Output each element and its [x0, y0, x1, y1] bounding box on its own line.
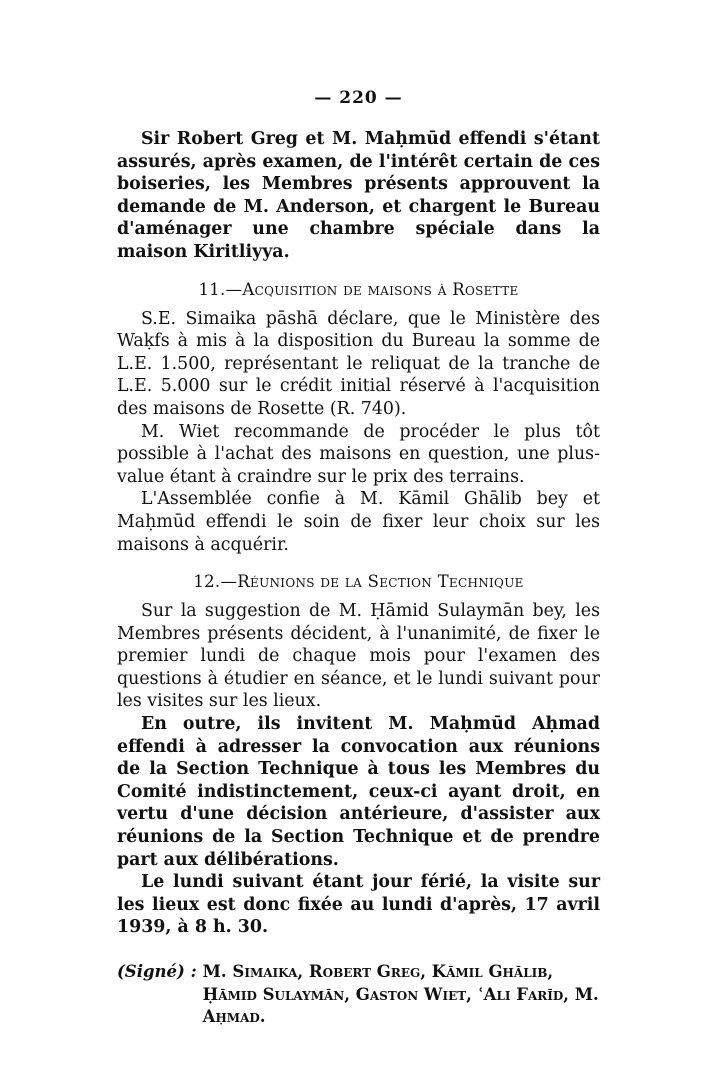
page-number: — 220 — [314, 88, 403, 108]
signature-block [117, 961, 600, 1029]
section-11-paragraph-1: S.E. Simaika pāshā déclare, que le Ministère des Waḳfs à mis à la disposition du Bureau la somme de L.E. 1.500, représentant le reliquat de la tranche de L.E. 5.000 sur le crédit initial réservé à l'acquisition des maisons de Rosette (R. 740). [117, 308, 600, 419]
section-11-paragraph-3: L'Assemblée confie à M. Kāmil Ghālib bey et Maḥmūd effendi le soin de fixer leur choix sur les maisons à acquérir. [117, 489, 600, 555]
section-12-paragraph-2: En outre, ils invitent M. Maḥmūd Aḥmad effendi à adresser la convocation aux réunions de la Section Technique à tous les Membres du Comité indistinctement, ceux-ci ayant droit, en vertu d'une décision antérieure, d'assister aux réunions de la Section Technique et de prendre part aux délibérations. [117, 714, 600, 870]
section-11-title: Acquisition de maisons à Rosette [242, 279, 519, 299]
section-12-heading [117, 572, 600, 591]
section-11-paragraph-2: M. Wiet recommande de procéder le plus tôt possible à l'achat des maisons en question, une plus-value étant à craindre sur le prix des terrains. [117, 421, 600, 487]
document-page [117, 88, 600, 1029]
section-12-paragraph-3: Le lundi suivant étant jour férié, la visite sur les lieux est donc fixée au lundi d'après, 17 avril 1939, à 8 h. 30. [117, 872, 600, 938]
intro-paragraph: Sir Robert Greg et M. Maḥmūd effendi s'étant assurés, après examen, de l'intérêt certain de ces boiseries, les Membres présents approuvent la demande de M. Anderson, et chargent le Bureau d'aménager une chambre spéciale dans la maison Kiritliyya. [117, 129, 600, 262]
signature-names: M. Simaika, Robert Greg, Kāmil Ghālib, Ḥāmid Sulaymān, Gaston Wiet, ʿAli Farīd, M. Aḥmad. [202, 962, 599, 1027]
section-12-number: 12.— [193, 572, 238, 592]
section-11-heading [117, 280, 600, 299]
signature-label: (Signé) : [117, 962, 197, 981]
section-12-title: Réunions de la Section Technique [237, 572, 524, 592]
section-12-paragraph-1: Sur la suggestion de M. Ḥāmid Sulaymān bey, les Membres présents décident, à l'unanimité, de fixer le premier lundi de chaque mois pour l'examen des questions à étudier en séance, et le lundi suivant pour les visites sur les lieux. [117, 601, 600, 712]
section-11-number: 11.— [198, 279, 243, 299]
